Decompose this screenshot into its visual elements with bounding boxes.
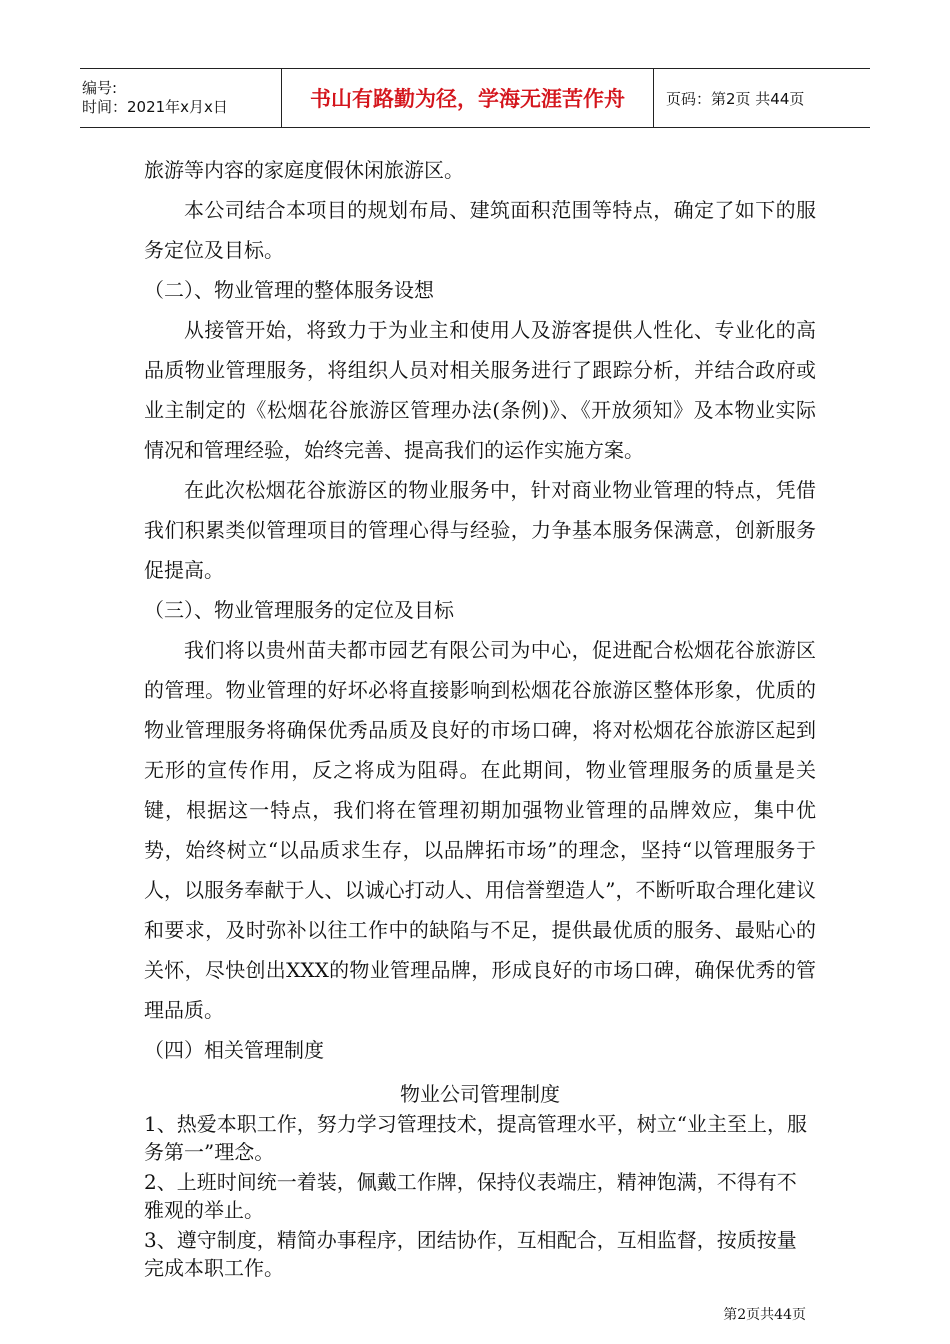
doc-time-label: 时间：2021年x月x日 (82, 98, 228, 116)
rules-title: 物业公司管理制度 (400, 1082, 560, 1106)
document-body (144, 150, 816, 1284)
section-heading-4: （四）相关管理制度 (144, 1038, 324, 1062)
page-header (80, 68, 870, 128)
motto-text: 书山有路勤为径，学海无涯苦作舟 (310, 87, 625, 111)
page-footer: 第2页共44页 (723, 1307, 806, 1323)
paragraph-2: 本公司结合本项目的规划布局、建筑面积范围等特点，确定了如下的服务定位及目标。 (144, 198, 816, 262)
header-page-info (654, 69, 870, 127)
rule-item-1: 1、热爱本职工作，努力学习管理技术，提高管理水平，树立“业主至上，服务第一”理念。 (144, 1112, 807, 1164)
header-meta (80, 69, 282, 127)
section-heading-2: （二）、物业管理的整体服务设想 (144, 278, 434, 302)
section-heading-3: （三）、物业管理服务的定位及目标 (144, 598, 454, 622)
paragraph-5: 我们将以贵州苗夫都市园艺有限公司为中心，促进配合松烟花谷旅游区的管理。物业管理的好坏必将直接影响到松烟花谷旅游区整体形象，优质的物业管理服务将确保优秀品质及良好的市场口碑，将对松烟花谷旅游区起到无形的宣传作用，反之将成为阻碍。在此期间，物业管理服务的质量是关键，根据这一特点，我们将在管理初期加强物业管理的品牌效应，集中优势，始终树立“以品质求生存，以品牌拓市场”的理念，坚持“以管理服务于人，以服务奉献于人、以诚心打动人、用信誉塑造人”，不断听取合理化建议和要求，及时弥补以往工作中的缺陷与不足，提供最优质的服务、最贴心的关怀，尽快创出XXX的物业管理品牌，形成良好的市场口碑，确保优秀的管理品质。 (144, 638, 816, 1022)
rule-item-3: 3、遵守制度，精简办事程序，团结协作，互相配合，互相监督，按质按量完成本职工作。 (144, 1228, 797, 1280)
page-number-label: 页码：第2页 共44页 (666, 89, 805, 108)
paragraph-4: 在此次松烟花谷旅游区的物业服务中，针对商业物业管理的特点，凭借我们积累类似管理项目的管理心得与经验，力争基本服务保满意，创新服务促提高。 (144, 478, 816, 582)
paragraph-1: 旅游等内容的家庭度假休闲旅游区。 (144, 158, 464, 182)
paragraph-3: 从接管开始，将致力于为业主和使用人及游客提供人性化、专业化的高品质物业管理服务，将组织人员对相关服务进行了跟踪分析，并结合政府或业主制定的《松烟花谷旅游区管理办法(条例)》、《开放须知》及本物业实际情况和管理经验，始终完善、提高我们的运作实施方案。 (144, 318, 816, 462)
doc-number-label: 编号: (82, 79, 118, 97)
header-motto (282, 69, 654, 127)
rule-item-2: 2、上班时间统一着装，佩戴工作牌，保持仪表端庄，精神饱满，不得有不雅观的举止。 (144, 1170, 797, 1222)
